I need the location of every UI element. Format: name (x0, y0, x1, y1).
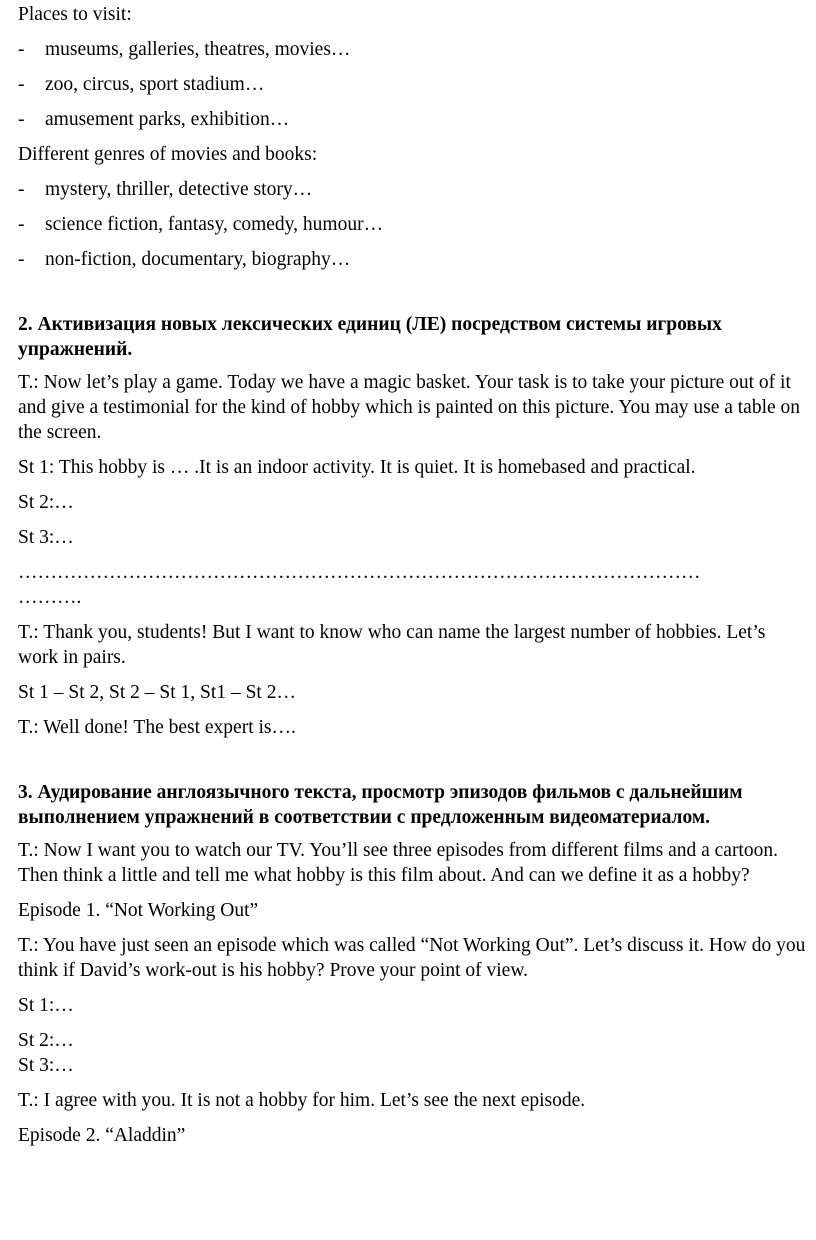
teacher-done: T.: Well done! The best expert is…. (18, 717, 296, 738)
student-3-line: St 3:… (18, 527, 74, 548)
list-item-text: zoo, circus, sport stadium… (45, 74, 265, 95)
section-2-heading: 2. Активизация новых лексических единиц (ЛЕ) посредством системы игровых упражнений. (18, 314, 722, 360)
student-1-line: St 1:… (18, 995, 74, 1016)
section-3-heading: 3. Аудирование англоязычного текста, просмотр эпизодов фильмов с дальнейшим выполнением упражнений в соответствии с предложенным видеоматериалом. (18, 782, 743, 828)
teacher-intro: T.: Now let’s play a game. Today we have a magic basket. Your task is to take your picture out of it and give a testimonial for the kind of hobby which is painted on this picture. You may use a table on the screen. (18, 372, 801, 443)
list-dash: - (18, 39, 25, 60)
teacher-tv: T.: Now I want you to watch our TV. You’ll see three episodes from different films and a cartoon. Then think a little and tell me what hobby is this film about. And can we define it as a hobby? (18, 840, 778, 886)
list-dash: - (18, 109, 25, 130)
list-item (18, 37, 808, 62)
document-page (18, 2, 808, 1158)
teacher-pairs: T.: Thank you, students! But I want to know who can name the largest number of hobbies. Let’s work in pairs. (18, 622, 766, 668)
list-dash: - (18, 74, 25, 95)
list-item-text: mystery, thriller, detective story… (45, 179, 313, 200)
list-item (18, 247, 808, 272)
list-item-text: amusement parks, exhibition… (45, 109, 290, 130)
dotted-line-end: ………. (18, 587, 82, 608)
list-item (18, 107, 808, 132)
list-item-text: science fiction, fantasy, comedy, humour… (45, 214, 384, 235)
student-2-line: St 2:… (18, 492, 74, 513)
teacher-discuss: T.: You have just seen an episode which was called “Not Working Out”. Let’s discuss it. How do you think if David’s work-out is his hobby? Prove your point of view. (18, 935, 806, 981)
student-3-line: St 3:… (18, 1055, 74, 1076)
episode-2-title: Episode 2. “Aladdin” (18, 1125, 186, 1146)
pairs-line: St 1 – St 2, St 2 – St 1, St1 – St 2… (18, 682, 296, 703)
teacher-agree: T.: I agree with you. It is not a hobby for him. Let’s see the next episode. (18, 1090, 586, 1111)
list-dash: - (18, 214, 25, 235)
list-item (18, 177, 808, 202)
episode-1-title: Episode 1. “Not Working Out” (18, 900, 259, 921)
list-dash: - (18, 179, 25, 200)
places-title: Places to visit: (18, 4, 132, 25)
list-item-text: museums, galleries, theatres, movies… (45, 39, 351, 60)
genres-title: Different genres of movies and books: (18, 144, 318, 165)
student-2-line: St 2:… (18, 1030, 74, 1051)
list-item (18, 72, 808, 97)
list-dash: - (18, 249, 25, 270)
dotted-line: …………………………………………………………………………………………… (18, 562, 701, 583)
list-item-text: non-fiction, documentary, biography… (45, 249, 351, 270)
list-item (18, 212, 808, 237)
student-1-line: St 1: This hobby is … .It is an indoor activity. It is quiet. It is homebased and practical. (18, 457, 696, 478)
